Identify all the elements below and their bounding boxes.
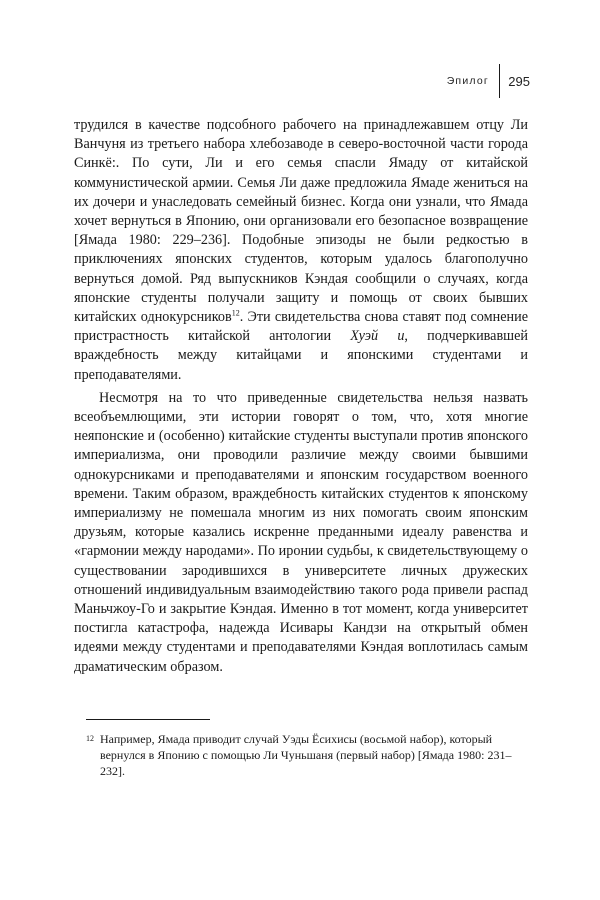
paragraph-1-text-b: . Эти свидетельства снова ставят под сомнение пристрастность китайской антологии — [74, 309, 528, 345]
book-title-italic: Хуэй и — [350, 328, 405, 345]
paragraph-1-text-a: трудился в качестве подсобного рабочего на принадлежавшем отцу Ли Ванчуня из третьего набора хлебозаводе в северо-восточной части города Синкё:. По сути, Ли и его семья спасли Ямаду от китайской коммунистической армии. Семья Ли даже предложила Ямаде жениться на их дочери и унаследовать семейный бизнес. Когда они узнали, что Ямада хочет вернуться в Японию, они организовали его безопасное возвращение [Ямада 1980: 229–236]. Подобные эпизоды не были редкостью в приключениях японских студентов, которым удалось благополучно вернуться домой. Ряд выпускников Кэндая сообщили о случаях, когда японские студенты получали защиту и помощь от своих бывших китайских однокурсников — [74, 117, 528, 326]
section-title: Эпилог — [446, 75, 489, 87]
paragraph-2: Несмотря на то что приведенные свидетельства нельзя назвать всеобъемлющими, эти истории говорят о том, что, хотя многие неяпонские и (особенно) китайские студенты выступали против японского империализма, они проводили различие между своими бывшими однокурсниками и преподавателями и японским государством военного времени. Таким образом, враждебность китайских студентов к японскому империализму не помешала многим из них помогать своим японским друзьям, которые казались искренне преданными идеалу равенства и «гармонии между народами». По иронии судьбы, к свидетельствующему о существовании зародившихся в университете личных дружеских отношений индивидуальным взаимодействию такого рода привели распад Маньчжоу-Го и закрытие Кэндая. Именно в тот момент, когда университет постигла катастрофа, надежда Исивары Кандзи на открытый обмен идеями между студентами и преподавателями Кэндая воплотилась самым драматическим образом. — [74, 389, 528, 675]
main-text — [74, 116, 528, 677]
running-head — [447, 64, 530, 98]
header-divider — [499, 64, 500, 98]
footnote-reference: 12 — [231, 308, 240, 318]
paragraph-1 — [74, 116, 528, 385]
footnote-number: 12 — [86, 734, 94, 743]
page-number: 295 — [508, 73, 530, 89]
footnote-text: Например, Ямада приводит случай Уэды Ёсихисы (восьмой набор), который вернулся в Японию с помощью Ли Чуньшаня (первый набор) [Ямада 1980: 231–232]. — [100, 732, 512, 778]
paragraph-1-text-c: , подчеркивавшей враждебность между китайцами и японскими студентами и преподавателями. — [74, 328, 528, 383]
footnote-divider — [86, 719, 210, 720]
footnote — [86, 731, 528, 779]
